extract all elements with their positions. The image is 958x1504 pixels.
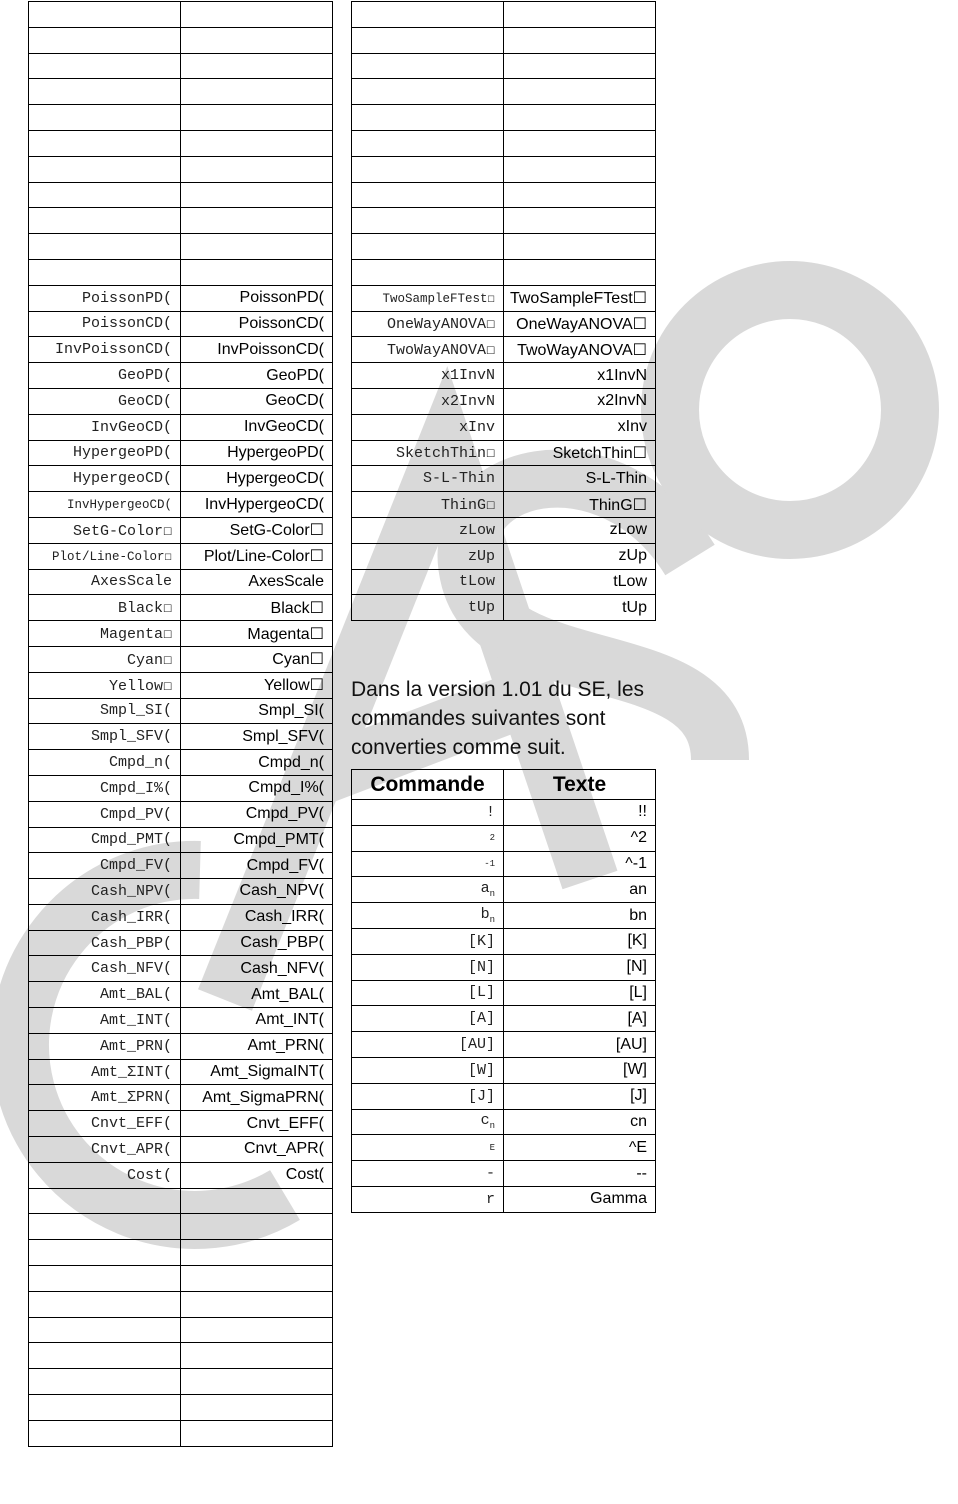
text-cell: [J] — [504, 1083, 656, 1109]
table-row — [29, 956, 333, 982]
table-row — [352, 259, 656, 285]
command-cell — [352, 79, 504, 105]
command-cell — [29, 1240, 181, 1266]
table-row — [352, 285, 656, 311]
text-cell — [181, 1291, 333, 1317]
header-texte: Texte — [504, 770, 656, 800]
text-cell: cn — [504, 1109, 656, 1135]
command-cell: Cash_IRR( — [29, 904, 181, 930]
table-row — [352, 595, 656, 621]
command-cell: zUp — [352, 543, 504, 569]
table-row — [352, 208, 656, 234]
table-row — [352, 1006, 656, 1032]
text-cell: x2InvN — [504, 388, 656, 414]
text-cell: ^E — [504, 1135, 656, 1161]
command-cell: InvHypergeoCD( — [29, 492, 181, 518]
text-cell: ^2 — [504, 825, 656, 851]
command-cell: Cash_NFV( — [29, 956, 181, 982]
text-cell: Cmpd_FV( — [181, 853, 333, 879]
text-cell — [181, 234, 333, 260]
text-cell: tUp — [504, 595, 656, 621]
table-row — [29, 285, 333, 311]
text-cell: Cmpd_PMT( — [181, 827, 333, 853]
text-cell: Black☐ — [181, 595, 333, 621]
table-row — [29, 672, 333, 698]
table-row — [352, 825, 656, 851]
text-cell: ThinG☐ — [504, 492, 656, 518]
table-row — [29, 79, 333, 105]
table-row — [29, 724, 333, 750]
table-row — [29, 208, 333, 234]
command-cell — [352, 182, 504, 208]
table-row — [29, 827, 333, 853]
command-cell — [29, 79, 181, 105]
command-cell: Cmpd_PV( — [29, 801, 181, 827]
table-row — [29, 750, 333, 776]
text-cell: Amt_PRN( — [181, 1033, 333, 1059]
text-cell: Cnvt_APR( — [181, 1137, 333, 1163]
text-cell: zUp — [504, 543, 656, 569]
table-row — [29, 388, 333, 414]
text-cell: Cmpd_I%( — [181, 775, 333, 801]
text-cell: S-L-Thin — [504, 466, 656, 492]
command-cell: PoissonPD( — [29, 285, 181, 311]
command-cell: Cmpd_n( — [29, 750, 181, 776]
command-cell — [352, 234, 504, 260]
command-cell — [29, 1317, 181, 1343]
command-cell — [352, 53, 504, 79]
text-cell — [181, 1214, 333, 1240]
text-cell: x1InvN — [504, 363, 656, 389]
text-cell: an — [504, 877, 656, 903]
text-cell: GeoPD( — [181, 363, 333, 389]
command-cell: HypergeoPD( — [29, 440, 181, 466]
table-row — [29, 363, 333, 389]
text-cell: [W] — [504, 1057, 656, 1083]
table-row — [29, 182, 333, 208]
text-cell — [504, 156, 656, 182]
command-cell: Cmpd_PMT( — [29, 827, 181, 853]
text-cell — [504, 130, 656, 156]
command-cell: xInv — [352, 414, 504, 440]
text-cell: TwoWayANOVA☐ — [504, 337, 656, 363]
text-cell: InvGeoCD( — [181, 414, 333, 440]
command-cell: ThinG☐ — [352, 492, 504, 518]
text-cell: Amt_SigmaPRN( — [181, 1085, 333, 1111]
text-cell: [L] — [504, 980, 656, 1006]
header-commande: Commande — [352, 770, 504, 800]
command-cell — [29, 1214, 181, 1240]
table-row — [352, 440, 656, 466]
table-row — [29, 1343, 333, 1369]
command-cell: [N] — [352, 954, 504, 980]
table-row — [29, 569, 333, 595]
command-cell — [29, 1188, 181, 1214]
command-cell: Amt_ΣPRN( — [29, 1085, 181, 1111]
text-cell — [181, 208, 333, 234]
command-cell: AxesScale — [29, 569, 181, 595]
command-cell: GeoCD( — [29, 388, 181, 414]
text-cell — [181, 1420, 333, 1446]
command-cell: OneWayANOVA☐ — [352, 311, 504, 337]
table-row — [352, 1161, 656, 1187]
text-cell: PoissonPD( — [181, 285, 333, 311]
table-row — [352, 53, 656, 79]
command-cell: Amt_BAL( — [29, 982, 181, 1008]
version-note: Dans la version 1.01 du SE, les commandes suivantes sont converties comme suit. — [351, 678, 644, 759]
text-cell: AxesScale — [181, 569, 333, 595]
table-row — [352, 466, 656, 492]
text-cell — [504, 234, 656, 260]
command-cell — [29, 1343, 181, 1369]
table-row — [29, 904, 333, 930]
text-cell: Cmpd_n( — [181, 750, 333, 776]
table-row — [29, 1059, 333, 1085]
command-cell: Amt_INT( — [29, 1008, 181, 1034]
command-cell: SketchThin☐ — [352, 440, 504, 466]
table-row — [29, 1395, 333, 1421]
command-cell: TwoWayANOVA☐ — [352, 337, 504, 363]
table-row — [352, 1109, 656, 1135]
command-cell: Amt_ΣINT( — [29, 1059, 181, 1085]
command-cell: Yellow☐ — [29, 672, 181, 698]
table-row — [29, 1369, 333, 1395]
table-row — [352, 1186, 656, 1212]
command-cell: Cyan☐ — [29, 646, 181, 672]
text-cell — [181, 2, 333, 28]
text-cell: [N] — [504, 954, 656, 980]
table-row — [29, 53, 333, 79]
text-cell — [181, 182, 333, 208]
table-header-row — [352, 770, 656, 800]
text-cell: Cost( — [181, 1162, 333, 1188]
text-cell: Cash_NPV( — [181, 879, 333, 905]
table-row — [29, 543, 333, 569]
text-cell: Plot/Line-Color☐ — [181, 543, 333, 569]
text-cell: Amt_BAL( — [181, 982, 333, 1008]
text-cell: HypergeoCD( — [181, 466, 333, 492]
table-row — [352, 414, 656, 440]
left-table-body — [29, 2, 333, 1447]
table-row — [29, 259, 333, 285]
table-row — [29, 1291, 333, 1317]
command-cell: Cmpd_I%( — [29, 775, 181, 801]
command-cell: [A] — [352, 1006, 504, 1032]
command-cell: Smpl_SFV( — [29, 724, 181, 750]
text-cell: -- — [504, 1161, 656, 1187]
text-cell — [181, 1343, 333, 1369]
text-cell: Cmpd_PV( — [181, 801, 333, 827]
table-row — [29, 311, 333, 337]
text-cell — [181, 156, 333, 182]
text-cell: Smpl_SFV( — [181, 724, 333, 750]
table-row — [352, 928, 656, 954]
command-cell — [29, 208, 181, 234]
text-cell — [504, 105, 656, 131]
table-row — [352, 954, 656, 980]
command-cell: -1 — [352, 851, 504, 877]
text-cell — [181, 1369, 333, 1395]
command-cell: Cmpd_FV( — [29, 853, 181, 879]
table-row — [29, 234, 333, 260]
table-row — [352, 388, 656, 414]
table-row — [29, 1162, 333, 1188]
command-cell: [L] — [352, 980, 504, 1006]
table-row — [352, 363, 656, 389]
table-row — [29, 1317, 333, 1343]
command-cell: Cnvt_APR( — [29, 1137, 181, 1163]
table-row — [352, 105, 656, 131]
command-cell: GeoPD( — [29, 363, 181, 389]
table-row — [29, 775, 333, 801]
text-cell — [181, 130, 333, 156]
table-row — [352, 980, 656, 1006]
command-cell: HypergeoCD( — [29, 466, 181, 492]
command-cell: Cash_NPV( — [29, 879, 181, 905]
text-cell — [181, 1395, 333, 1421]
text-cell: Cash_NFV( — [181, 956, 333, 982]
command-cell: [J] — [352, 1083, 504, 1109]
text-cell — [504, 208, 656, 234]
right-top-table-body — [352, 2, 656, 621]
command-cell: [AU] — [352, 1032, 504, 1058]
command-cell: Cnvt_EFF( — [29, 1111, 181, 1137]
command-cell: - — [352, 1161, 504, 1187]
table-row — [29, 27, 333, 53]
command-cell — [29, 27, 181, 53]
table-row — [29, 595, 333, 621]
command-cell: r — [352, 1186, 504, 1212]
text-cell: InvPoissonCD( — [181, 337, 333, 363]
table-row — [29, 1214, 333, 1240]
text-cell — [504, 259, 656, 285]
table-row — [29, 621, 333, 647]
command-cell: Magenta☐ — [29, 621, 181, 647]
table-row — [352, 492, 656, 518]
text-cell: SketchThin☐ — [504, 440, 656, 466]
command-cell: tLow — [352, 569, 504, 595]
text-cell: Cash_PBP( — [181, 930, 333, 956]
command-cell — [352, 130, 504, 156]
text-cell: !! — [504, 800, 656, 826]
table-row — [352, 182, 656, 208]
command-cell: Plot/Line-Color☐ — [29, 543, 181, 569]
command-cell: InvGeoCD( — [29, 414, 181, 440]
table-row — [352, 1083, 656, 1109]
table-row — [29, 646, 333, 672]
command-cell — [352, 156, 504, 182]
command-cell — [29, 259, 181, 285]
text-cell — [181, 53, 333, 79]
command-cell — [29, 1395, 181, 1421]
command-cell: [W] — [352, 1057, 504, 1083]
command-cell — [352, 208, 504, 234]
command-cell: Amt_PRN( — [29, 1033, 181, 1059]
command-cell: zLow — [352, 517, 504, 543]
text-cell: Amt_SigmaINT( — [181, 1059, 333, 1085]
text-cell — [504, 182, 656, 208]
text-cell — [504, 79, 656, 105]
command-cell: 2 — [352, 825, 504, 851]
text-cell: HypergeoPD( — [181, 440, 333, 466]
command-cell: $a_n$ — [352, 877, 504, 903]
text-cell — [504, 2, 656, 28]
text-cell: zLow — [504, 517, 656, 543]
table-row — [352, 2, 656, 28]
text-cell: [K] — [504, 928, 656, 954]
table-row — [352, 851, 656, 877]
command-cell — [352, 105, 504, 131]
table-row — [29, 879, 333, 905]
command-cell: tUp — [352, 595, 504, 621]
text-cell — [181, 27, 333, 53]
command-cell: $c_n$ — [352, 1109, 504, 1135]
command-cell: x1InvN — [352, 363, 504, 389]
command-cell — [29, 1291, 181, 1317]
left-conversion-table — [28, 1, 333, 1447]
table-row — [29, 930, 333, 956]
text-cell: [AU] — [504, 1032, 656, 1058]
command-cell: TwoSampleFTest☐ — [352, 285, 504, 311]
command-cell: E — [352, 1135, 504, 1161]
table-row — [352, 311, 656, 337]
text-cell: Cnvt_EFF( — [181, 1111, 333, 1137]
command-cell — [352, 259, 504, 285]
command-cell — [29, 105, 181, 131]
table-row — [352, 79, 656, 105]
text-cell: [A] — [504, 1006, 656, 1032]
text-cell: GeoCD( — [181, 388, 333, 414]
command-cell: Black☐ — [29, 595, 181, 621]
text-cell: tLow — [504, 569, 656, 595]
text-cell — [181, 1317, 333, 1343]
text-cell — [504, 27, 656, 53]
text-cell: Yellow☐ — [181, 672, 333, 698]
command-cell — [29, 53, 181, 79]
table-row — [29, 801, 333, 827]
text-cell: InvHypergeoCD( — [181, 492, 333, 518]
table-row — [29, 440, 333, 466]
command-cell: Smpl_SI( — [29, 698, 181, 724]
text-cell: Magenta☐ — [181, 621, 333, 647]
table-row — [352, 543, 656, 569]
command-cell — [29, 182, 181, 208]
table-row — [29, 2, 333, 28]
command-cell — [29, 234, 181, 260]
table-row — [352, 877, 656, 903]
table-row — [29, 466, 333, 492]
command-cell — [29, 1420, 181, 1446]
os-101-conversion-table — [351, 769, 656, 1213]
text-cell — [504, 53, 656, 79]
command-cell — [29, 1369, 181, 1395]
command-cell — [29, 156, 181, 182]
table-row — [29, 130, 333, 156]
table-row — [29, 853, 333, 879]
right-top-conversion-table — [351, 1, 656, 621]
command-cell: $b_n$ — [352, 903, 504, 929]
table-row — [29, 1137, 333, 1163]
table-row — [352, 800, 656, 826]
text-cell: Cyan☐ — [181, 646, 333, 672]
command-cell — [29, 1266, 181, 1292]
table-row — [29, 156, 333, 182]
command-cell: Cost( — [29, 1162, 181, 1188]
command-cell — [29, 2, 181, 28]
table-row — [352, 27, 656, 53]
table-row — [352, 1057, 656, 1083]
text-cell: OneWayANOVA☐ — [504, 311, 656, 337]
table-row — [352, 1032, 656, 1058]
command-cell: SetG-Color☐ — [29, 517, 181, 543]
table-row — [29, 105, 333, 131]
text-cell — [181, 259, 333, 285]
table-row — [29, 337, 333, 363]
text-cell: PoissonCD( — [181, 311, 333, 337]
table-row — [29, 1420, 333, 1446]
command-cell: InvPoissonCD( — [29, 337, 181, 363]
text-cell: TwoSampleFTest☐ — [504, 285, 656, 311]
table-row — [29, 1266, 333, 1292]
table-row — [29, 982, 333, 1008]
command-cell: x2InvN — [352, 388, 504, 414]
table-row — [352, 234, 656, 260]
text-cell: Cash_IRR( — [181, 904, 333, 930]
text-cell: xInv — [504, 414, 656, 440]
table-row — [352, 130, 656, 156]
table-row — [352, 337, 656, 363]
table-row — [29, 1240, 333, 1266]
text-cell: Gamma — [504, 1186, 656, 1212]
table-row — [29, 1111, 333, 1137]
table-row — [352, 903, 656, 929]
command-cell — [352, 27, 504, 53]
table-row — [29, 414, 333, 440]
table-row — [29, 698, 333, 724]
text-cell: Amt_INT( — [181, 1008, 333, 1034]
text-cell — [181, 79, 333, 105]
text-cell — [181, 1240, 333, 1266]
table-row — [29, 1188, 333, 1214]
table-row — [29, 492, 333, 518]
text-cell: bn — [504, 903, 656, 929]
command-cell: PoissonCD( — [29, 311, 181, 337]
text-cell — [181, 105, 333, 131]
command-cell: Cash_PBP( — [29, 930, 181, 956]
table-row — [352, 517, 656, 543]
text-cell: Smpl_SI( — [181, 698, 333, 724]
os-101-table-body — [352, 800, 656, 1213]
table-row — [29, 1085, 333, 1111]
table-row — [352, 156, 656, 182]
table-row — [29, 517, 333, 543]
command-cell — [352, 2, 504, 28]
command-cell — [29, 130, 181, 156]
table-row — [352, 1135, 656, 1161]
table-row — [29, 1008, 333, 1034]
command-cell: S-L-Thin — [352, 466, 504, 492]
table-row — [352, 569, 656, 595]
command-cell: [K] — [352, 928, 504, 954]
table-row — [29, 1033, 333, 1059]
text-cell — [181, 1266, 333, 1292]
text-cell — [181, 1188, 333, 1214]
text-cell: ^-1 — [504, 851, 656, 877]
command-cell: ! — [352, 800, 504, 826]
text-cell: SetG-Color☐ — [181, 517, 333, 543]
